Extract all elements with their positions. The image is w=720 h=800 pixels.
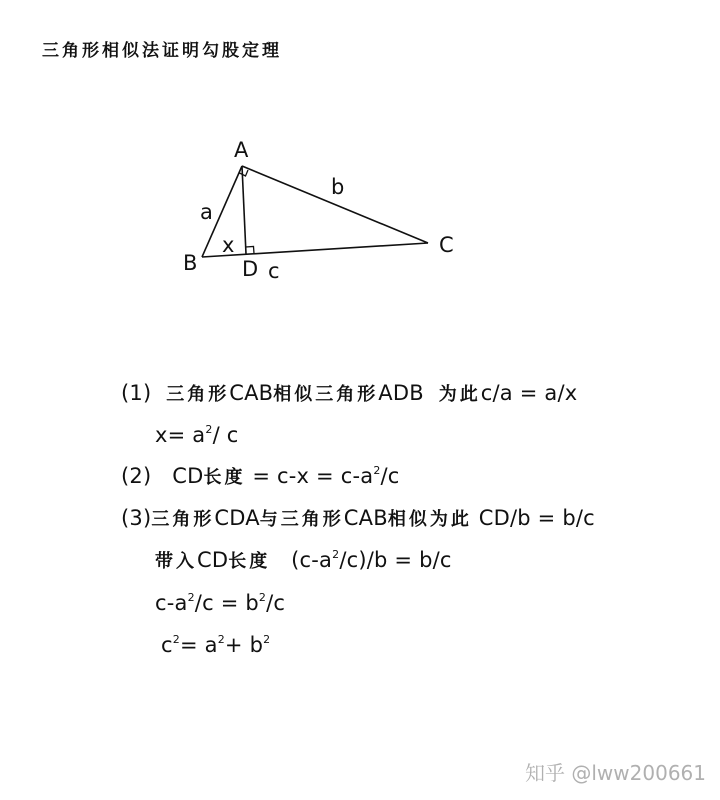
label-point-d: D [242, 257, 259, 281]
step-1-result-sup: 2 [205, 423, 213, 436]
side-bc [202, 243, 428, 257]
step-3-text-a: CDA [214, 506, 260, 530]
step-4-text-b: (c-a [291, 548, 333, 572]
step-3-cn-b: 与三角形 [259, 509, 344, 530]
step-4 [155, 546, 452, 576]
step-4-text-a: CD [197, 548, 229, 572]
step-1 [121, 379, 577, 409]
label-point-a: A [234, 138, 249, 162]
step-2 [121, 462, 400, 492]
step-6-sup-c: 2 [263, 633, 271, 646]
step-5-sup-b: 2 [258, 591, 267, 604]
label-side-a: a [200, 200, 213, 224]
label-side-b: b [331, 175, 345, 199]
step-6-text-b: = a [179, 633, 218, 657]
step-5-text-a: c-a [155, 591, 188, 615]
step-3 [121, 504, 595, 534]
step-6-conclusion [161, 631, 270, 659]
step-2-cn: 长度 [203, 467, 246, 488]
label-segment-x: x [222, 233, 235, 257]
step-3-cn-a: 三角形 [151, 509, 215, 530]
label-point-c: C [439, 233, 454, 257]
step-3-cn-c: 相似为此 [387, 509, 472, 530]
step-5 [155, 589, 285, 617]
step-4-cn-a: 带入 [155, 551, 197, 572]
step-2-text-c: /c [380, 464, 400, 488]
step-1-cn-b: 相似三角形 [273, 384, 379, 405]
step-1-text-a: CAB [229, 381, 274, 405]
step-4-cn-b: 长度 [228, 551, 271, 572]
step-1-text-c: c/a = a/x [480, 381, 578, 405]
step-4-sup: 2 [332, 548, 340, 561]
step-1-cn-c: 为此 [438, 384, 481, 405]
step-6-text-c: + b [224, 633, 264, 657]
altitude-ad [242, 166, 246, 254]
step-2-number: (2) [121, 464, 152, 488]
watermark: 知乎 @lww200661 [525, 761, 706, 785]
step-1-text-b: ADB [378, 381, 424, 405]
label-point-b: B [183, 251, 198, 275]
step-3-text-b: CAB [343, 506, 388, 530]
step-6-sup-b: 2 [217, 633, 225, 646]
step-2-text-a: CD [172, 464, 204, 488]
label-side-c: c [268, 259, 280, 283]
step-1-result-text-a: x= a [155, 423, 206, 447]
right-angle-mark-d [246, 247, 255, 254]
step-5-sup-a: 2 [187, 591, 195, 604]
step-2-sup: 2 [373, 464, 381, 477]
step-5-text-b: /c = b [194, 591, 259, 615]
step-3-number: (3) [121, 506, 152, 530]
step-2-text-b: = c-x = c-a [245, 464, 374, 488]
step-6-text-a: c [161, 633, 173, 657]
step-6-sup-a: 2 [172, 633, 180, 646]
step-5-text-c: /c [266, 591, 286, 615]
step-1-cn-a: 三角形 [166, 384, 230, 405]
step-1-number: (1) [121, 381, 152, 405]
step-4-text-c: /c)/b = b/c [339, 548, 452, 572]
page-title: 三角形相似法证明勾股定理 [42, 41, 282, 61]
step-1-result [155, 421, 238, 449]
step-3-text-c: CD/b = b/c [478, 506, 595, 530]
step-1-result-text-b: / c [212, 423, 239, 447]
right-angle-mark-a [240, 170, 249, 176]
